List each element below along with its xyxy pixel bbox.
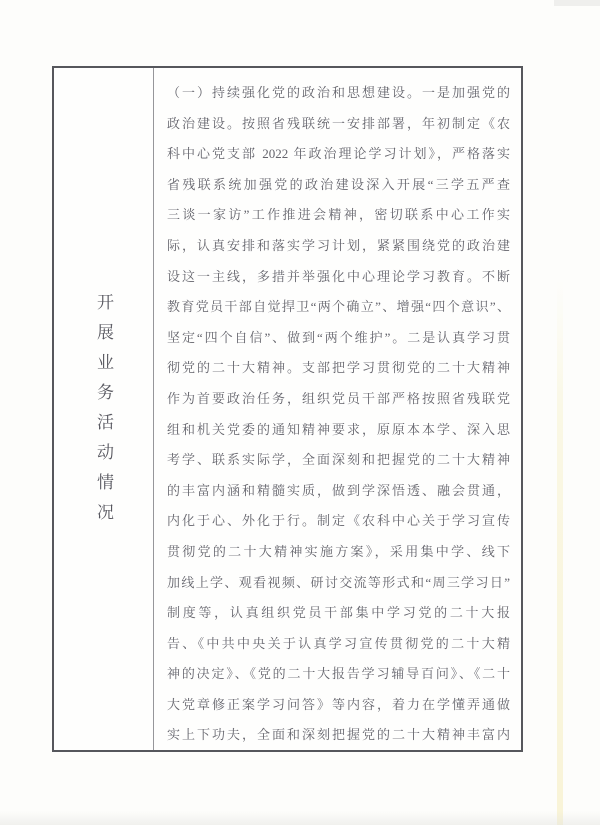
text-line: 三谈一家访”工作推进会精神，密切联系中心工作实 (167, 207, 510, 223)
text-line: 加线上学、观看视频、研讨交流等形式和“周三学习日” (167, 574, 510, 590)
text-line: 考学、联系实际学，全面深刻和把握党的二十大精神 (167, 452, 510, 468)
text-line: 实上下功夫，全面和深刻把握党的二十大精神丰富内 (167, 727, 510, 743)
text-line: 彻党的二十大精神。支部把学习贯彻党的二十大精神 (167, 360, 510, 376)
text-line: 作为首要政治任务，组织党员干部严格按照省残联党 (167, 390, 510, 406)
text-line: 设这一主线，多措并举强化中心理论学习教育。不断 (167, 268, 510, 284)
text-line: （一）持续强化党的政治和思想建设。一是加强党的 (167, 85, 510, 100)
report-table (52, 66, 523, 752)
text-line: 教育党员干部自觉捍卫“两个确立”、增强“四个意识”、 (167, 299, 510, 315)
text-line: 制度等，认真组织党员干部集中学习党的二十大报 (167, 605, 510, 621)
text-line: 坚定“四个自信”、做到“两个维护”。二是认真学习贯 (167, 329, 510, 345)
text-line: 贯彻党的二十大精神实施方案》，采用集中学、线下 (167, 543, 510, 559)
scan-artifact-top-right (554, 0, 600, 6)
text-line: 际，认真安排和落实学习计划，紧紧围绕党的政治建 (167, 237, 510, 253)
text-line: 政治建设。按照省残联统一安排部署，年初制定《农 (167, 115, 510, 131)
text-line: 的丰富内涵和精髓实质，做到学深悟透、融会贯通， (167, 482, 510, 498)
text-line: 告、《中共中央关于认真学习宣传贯彻党的二十大精 (167, 635, 510, 651)
row-header-cell (54, 68, 154, 750)
text-line: 神的决定》、《党的二十大报告学习辅导百问》、《二十 (167, 666, 510, 682)
content-cell (154, 68, 521, 750)
scan-artifact-bottom-edge (0, 811, 600, 825)
text-line: 内化于心、外化于行。制定《农科中心关于学习宣传 (167, 513, 510, 529)
text-line: 组和机关党委的通知精神要求，原原本本学、深入思 (167, 421, 510, 437)
text-line: 大党章修正案学习问答》等内容，着力在学懂弄通做 (167, 696, 510, 712)
row-header-label: 开展业务活动情况 (94, 292, 113, 533)
text-line: 科中心党支部 2022 年政治理论学习计划》，严格落实 (167, 146, 510, 162)
text-line: 省残联系统加强党的政治建设深入开展“三学五严查 (167, 176, 510, 192)
scan-artifact-right-edge (557, 280, 563, 825)
